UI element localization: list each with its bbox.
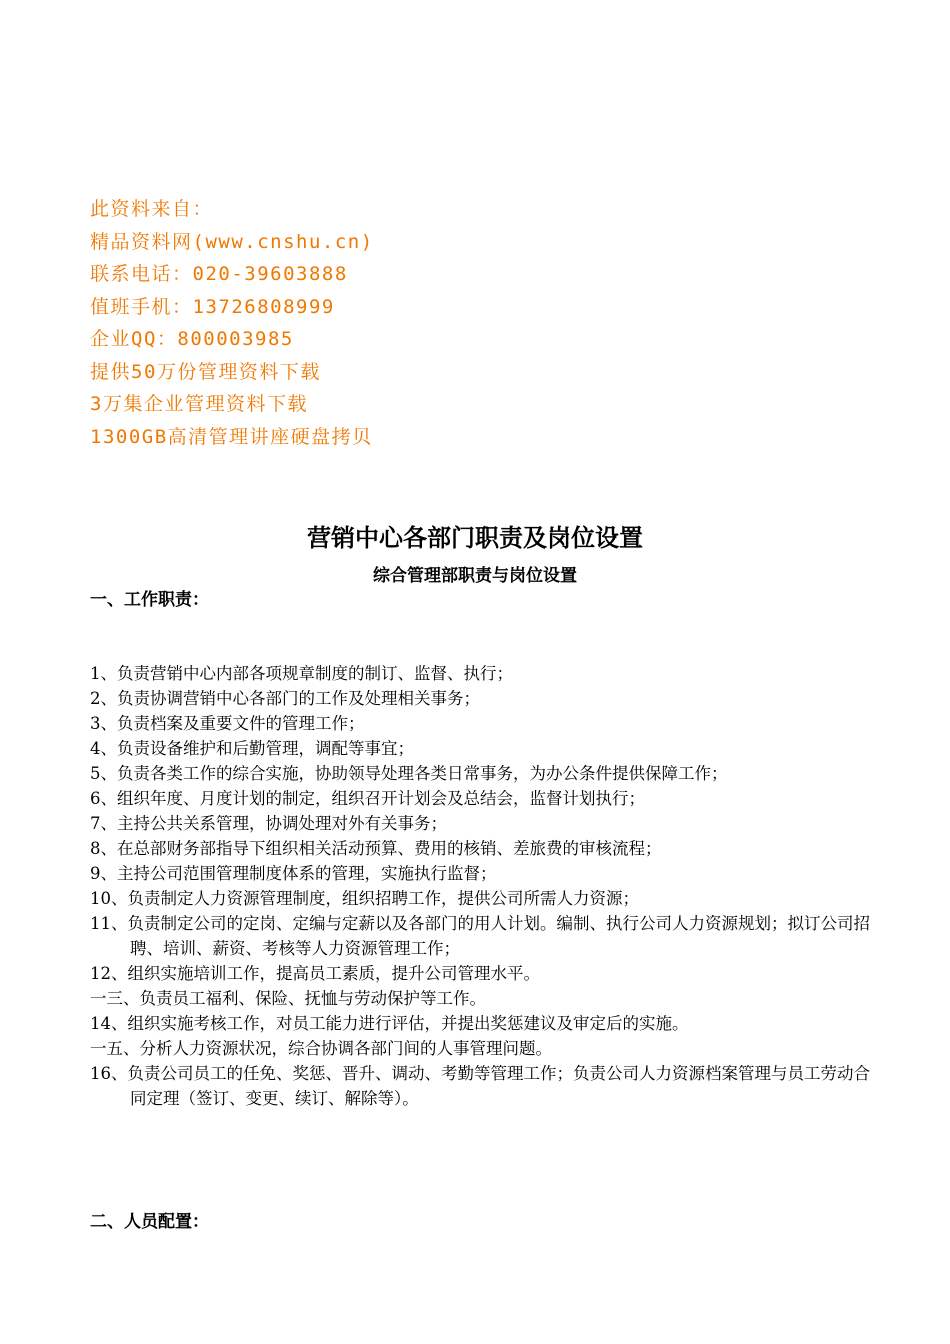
source-line-offer-1: 提供50万份管理资料下载 [90, 360, 321, 383]
duty-item: 5、负责各类工作的综合实施，协助领导处理各类日常事务，为办公条件提供保障工作； [90, 764, 728, 783]
duty-item: 11、负责制定公司的定岗、定编与定薪以及各部门的用人计划。编制、执行公司人力资源规划；拟订公司招聘、培训、薪资、考核等人力资源管理工作； [90, 914, 870, 958]
source-line-offer-3: 1300GB高清管理讲座硬盘拷贝 [90, 425, 373, 448]
source-line-phone: 联系电话：020-39603888 [90, 263, 348, 285]
duty-item: 一五、分析人力资源状况，综合协调各部门间的人事管理问题。 [90, 1039, 552, 1058]
duty-item: 2、负责协调营销中心各部门的工作及处理相关事务； [90, 689, 480, 708]
duty-item: 12、组织实施培训工作，提高员工素质，提升公司管理水平。 [90, 964, 540, 983]
duty-item: 6、组织年度、月度计划的制定，组织召开计划会及总结会，监督计划执行； [90, 789, 645, 808]
duty-item: 4、负责设备维护和后勤管理，调配等事宜； [90, 739, 414, 758]
section-heading-staffing: 二、人员配置： [90, 1212, 209, 1232]
duty-item: 3、负责档案及重要文件的管理工作； [90, 714, 365, 733]
duty-item: 8、在总部财务部指导下组织相关活动预算、费用的核销、差旅费的审核流程； [90, 839, 662, 858]
section-heading-duties: 一、工作职责： [90, 590, 209, 610]
source-line-mobile: 值班手机：13726808999 [90, 295, 335, 318]
source-line-website: 精品资料网(www.cnshu.cn) [90, 230, 374, 253]
source-line-offer-2: 3万集企业管理资料下载 [90, 393, 308, 415]
duty-list [90, 661, 870, 1111]
duty-item: 16、负责公司员工的任免、奖惩、晋升、调动、考勤等管理工作；负责公司人力资源档案管理与员工劳动合同定理（签订、变更、续订、解除等）。 [90, 1064, 870, 1108]
source-info-block [90, 193, 690, 453]
duty-item: 一三、负责员工福利、保险、抚恤与劳动保护等工作。 [90, 989, 486, 1008]
duty-item: 14、组织实施考核工作，对员工能力进行评估，并提出奖惩建议及审定后的实施。 [90, 1014, 689, 1033]
duty-item: 7、主持公共关系管理，协调处理对外有关事务； [90, 814, 447, 833]
duty-item: 9、主持公司范围管理制度体系的管理，实施执行监督； [90, 864, 497, 883]
document-subtitle: 综合管理部职责与岗位设置 [373, 566, 577, 586]
source-line-origin: 此资料来自： [90, 198, 214, 220]
source-line-qq: 企业QQ：800003985 [90, 328, 294, 350]
document-title: 营销中心各部门职责及岗位设置 [307, 524, 643, 552]
duty-item: 10、负责制定人力资源管理制度，组织招聘工作，提供公司所需人力资源； [90, 889, 639, 908]
duty-item: 1、负责营销中心内部各项规章制度的制订、监督、执行； [90, 664, 513, 683]
